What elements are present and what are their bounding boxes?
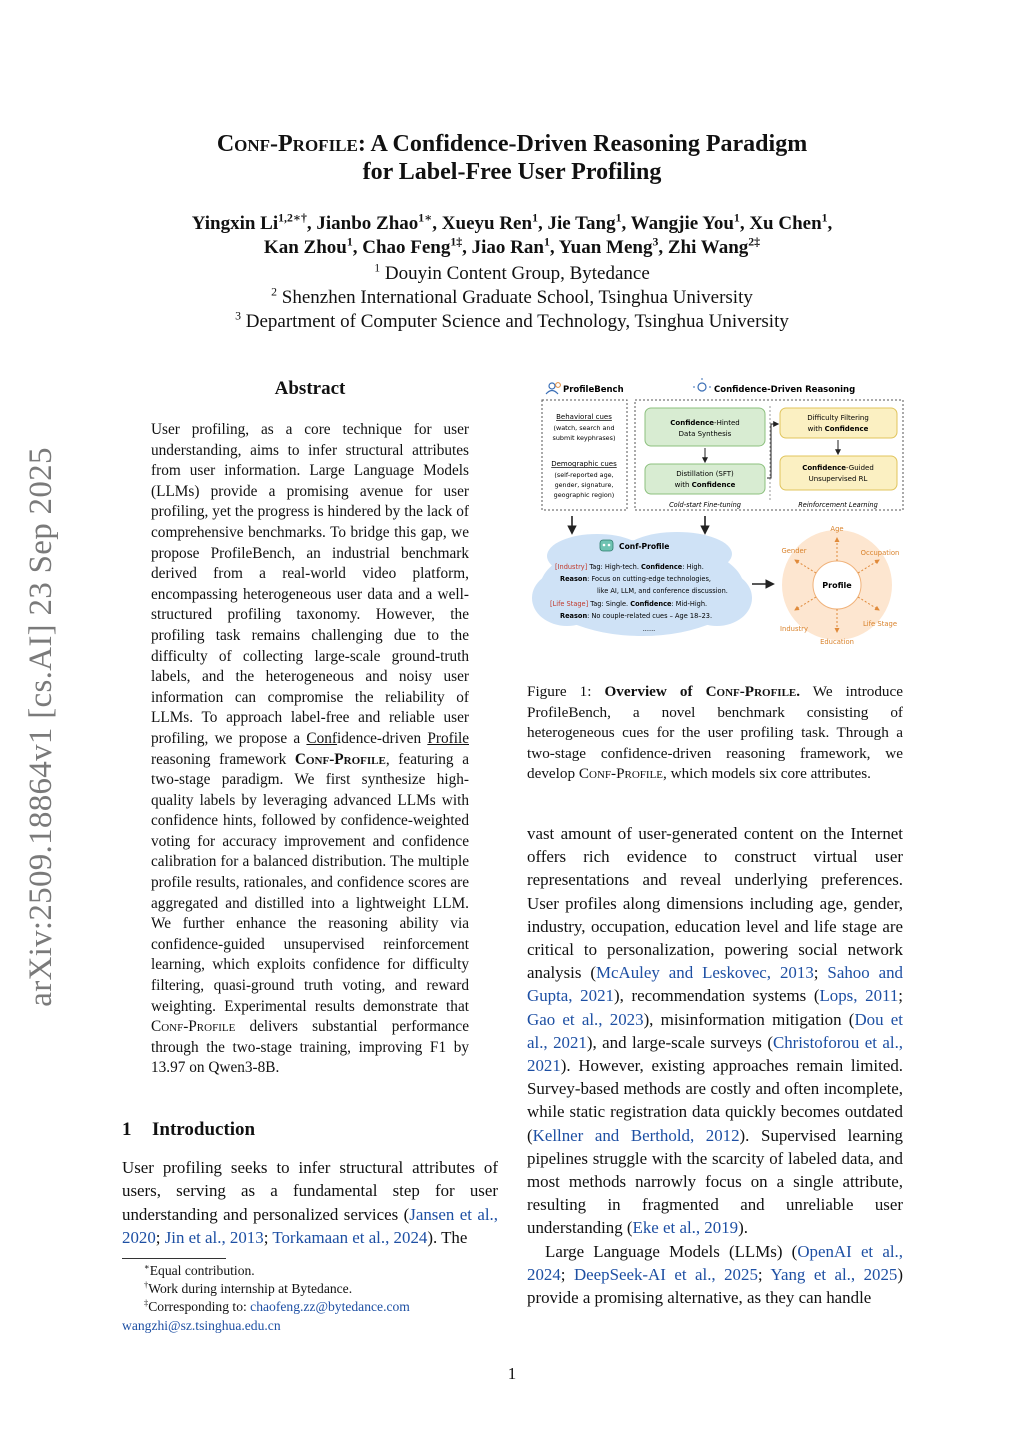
abstract-text: , featuring a two-stage paradigm. We first synthesize high-quality labels by leveraging advanced LLMs with confidence hints, followed by confidence-weighted voting for accuracy improvement and confidence calibration for a balanced distribution. The multiple profile results, rationales, and confidence scores are aggregated and distilled into a lightweight LLM. We further enhance the reasoning ability via confidence-guided unsupervised reinforcement learning, which exploits confidence for difficulty filtering, quasi-ground truth voting, and reward weighting. Experimental results demonstrate that [151, 750, 469, 1015]
affiliations [120, 262, 904, 334]
author-sep: , [827, 213, 833, 234]
citation-link[interactable]: Dou et al., 2021 [527, 1009, 903, 1052]
body-text: ), recommendation systems ( [613, 986, 820, 1006]
citation-link[interactable]: Eke et al., 2019 [632, 1218, 739, 1238]
author-affil: 1,2∗† [278, 211, 307, 225]
author-affil: 2‡ [748, 235, 761, 249]
caption-bold: Overview of [604, 683, 706, 700]
abstract-text: reasoning framework [151, 750, 295, 768]
footnote-2 [122, 1280, 502, 1298]
attribute-industry: Industry [780, 625, 808, 633]
box1-line2: Data Synthesis [678, 430, 732, 438]
author-name: Yingxin Li [191, 213, 279, 234]
author-affil: 1 [821, 211, 828, 225]
body-text: ) provide a promising alternative, as they can handle [527, 1264, 903, 1308]
box2-line2: with Confidence [674, 481, 736, 489]
affiliation-num: 2 [271, 285, 278, 299]
abstract-method-name: Conf-Profile [294, 750, 386, 768]
author-affil: 1 [733, 211, 740, 225]
footnote-text: Work during internship at Bytedance. [148, 1281, 353, 1297]
citation-link[interactable]: OpenAI et al., 2024 [527, 1241, 903, 1284]
section-heading-introduction [122, 1119, 255, 1141]
arxiv-stamp: arXiv:2509.18864v1 [cs.AI] 23 Sep 2025 [23, 447, 59, 1007]
paper-title [130, 130, 894, 186]
citation-link[interactable]: Gao et al., 2023 [527, 1009, 644, 1029]
body-text: ). [738, 1218, 748, 1238]
affiliation-num: 1 [374, 261, 381, 275]
demographic-cues-line: (self-reported age, [554, 471, 614, 479]
author-affil: 1‡ [450, 235, 463, 249]
distillation-box [645, 464, 765, 494]
citation-sep: ; [155, 1228, 165, 1248]
abstract-heading: Abstract [274, 378, 346, 399]
profilebench-title: ProfileBench [563, 385, 624, 395]
author-affil: 3 [652, 235, 659, 249]
lightbulb-icon [693, 378, 711, 391]
intro-text: ). The [427, 1228, 468, 1248]
citation-link[interactable]: Jin et al., 2013 [164, 1228, 264, 1248]
footnote-mark: ∗ [144, 1261, 150, 1272]
guided-rl-box [780, 456, 897, 490]
cloud-line: Reason: Focus on cutting-edge technologies, [560, 575, 711, 583]
cloud-line: Reason: No couple-related cues – Age 18–23. [560, 612, 713, 620]
author-name: , Chao Feng [352, 237, 451, 258]
abstract-text: delivers substantial performance through the two-stage training, improving F1 by 13.97 on Qwen3-8B. [151, 1018, 469, 1077]
profile-center-label: Profile [822, 581, 852, 590]
body-paragraph [527, 822, 903, 1240]
title-method-name: Conf-Profile [216, 131, 358, 157]
citation-link[interactable]: Kellner and Berthold, 2012 [532, 1125, 740, 1145]
cold-start-label: Cold-start Fine-tuning [669, 501, 741, 509]
author-list [120, 212, 904, 260]
affiliation-1 [120, 262, 904, 286]
body-text: ), misinformation mitigation ( [643, 1009, 855, 1029]
box3-line1: Difficulty Filtering [807, 414, 869, 422]
abstract-method-name: Conf-Profile [151, 1018, 236, 1036]
box2-line1: Distillation (SFT) [676, 470, 734, 478]
footnote-mark: † [144, 1279, 149, 1290]
figure-1-diagram [527, 378, 907, 653]
footnote-3 [122, 1298, 502, 1316]
body-text: ). Supervised learning pipelines struggle with the scarcity of labeled data, and most methods narrowly focus on a single attribute, resulting in fragmented and unreliable user understanding ( [527, 1125, 903, 1238]
citation-link[interactable]: McAuley and Leskovec, 2013 [596, 963, 814, 983]
box1-line1: Confidence-Hinted [670, 419, 740, 427]
cloud-ellipsis: ...... [642, 625, 656, 633]
abstract-underline-profile: Profile [427, 729, 469, 747]
author-name: , Jie Tang [537, 213, 616, 234]
citation-link[interactable]: Sahoo and Gupta, 2021 [527, 963, 903, 1006]
footnote-text: Corresponding to: [148, 1299, 251, 1315]
demographic-cues-line: gender, signature, [554, 481, 614, 489]
attribute-age: Age [830, 525, 844, 533]
cloud-title: Conf-Profile [619, 542, 670, 551]
caption-bold: . [796, 683, 801, 700]
affiliation-text: Shenzhen International Graduate School, Tsinghua University [277, 287, 753, 308]
author-name: , Wangjie You [621, 213, 734, 234]
page-number: 1 [507, 1364, 517, 1383]
citation-link[interactable]: Jansen et al., 2020 [122, 1204, 498, 1248]
footnotes [122, 1262, 502, 1335]
author-name: , Yuan Meng [549, 237, 653, 258]
box4-line2: Unsupervised RL [808, 475, 868, 483]
hinted-synthesis-box [645, 408, 765, 446]
author-affil: 1 [615, 211, 622, 225]
body-text: ), and large-scale surveys ( [586, 1032, 773, 1052]
section-number: 1 [122, 1119, 132, 1140]
caption-text: , which models six core attributes. [663, 765, 871, 783]
body-text: vast amount of user-generated content on the Internet offers rich evidence to construct virtual user representations and reveal underlying preferences. User profiles along dimensions including age, gender, industry, occupation, education level and life stage are critical to personalization, powering social network analysis ( [527, 824, 903, 983]
box3-line2: with Confidence [807, 425, 869, 433]
citation-sep: ; [813, 963, 828, 983]
citation-link[interactable]: Lops, 2011 [819, 986, 899, 1006]
attribute-occupation: Occupation [860, 549, 900, 557]
cloud-line: [Industry] Tag: High-tech. Confidence: High. [555, 563, 704, 571]
author-name: Kan Zhou [263, 237, 347, 258]
citation-sep: ; [263, 1228, 273, 1248]
body-text: Large Language Models (LLMs) ( [545, 1241, 798, 1261]
affiliation-2 [120, 286, 904, 310]
intro-text: User profiling seeks to infer structural attributes of users, serving as a fundamental step for user understanding and personalized services ( [122, 1158, 498, 1224]
caption-text: We introduce ProfileBench, a novel benchmark consisting of heterogeneous cues for the user profiling task. Through a two-stage confidence-driven reasoning framework, we develop [527, 683, 904, 783]
abstract-body [151, 420, 469, 1079]
body-text: ). However, existing approaches remain limited. Survey-based methods are costly and often incomplete, while static registration data quickly becomes outdated ( [527, 1056, 903, 1145]
behavioral-cues-line: (watch, search and [553, 424, 615, 432]
footnote-3-cont [122, 1317, 502, 1335]
abstract-text: User profiling, as a core technique for user understanding, aims to infer structural attributes from user information. Large Language Models (LLMs) provide a promising avenue for user profiling, yet the progress is hindered by the lack of comprehensive benchmarks. To bridge this gap, we propose ProfileBench, an industrial benchmark derived from a real-world video platform, encompassing heterogeneous user data and a well-structured profiling taxonomy. However, the profiling task remains challenging due to the difficulty of collecting large-scale ground-truth labels, and the heterogeneous and noisy user information can compromise the reliability of LLMs. To approach label-free and reliable user profiling, we propose a [151, 421, 469, 747]
author-line-2 [120, 236, 904, 260]
affiliation-text: Department of Computer Science and Technology, Tsinghua University [241, 311, 789, 332]
affiliation-3 [120, 310, 904, 334]
author-affil: 1 [543, 235, 550, 249]
cloud-line: [Life Stage] Tag: Single. Confidence: Mid-High. [550, 600, 708, 608]
difficulty-filter-box [780, 408, 897, 438]
citation-sep: ; [757, 1264, 771, 1284]
body-paragraph [527, 1240, 903, 1310]
cloud-line: like AI, LLM, and conference discussion. [597, 587, 728, 595]
citation-link[interactable]: Yang et al., 2025 [770, 1264, 898, 1284]
user-group-icon [546, 383, 560, 394]
demographic-cues-title: Demographic cues [551, 460, 617, 468]
affiliation-text: Douyin Content Group, Bytedance [380, 263, 650, 284]
citation-link[interactable]: Torkamaan et al., 2024 [272, 1228, 428, 1248]
caption-label: Figure 1: [527, 683, 605, 700]
author-affil: 1 [346, 235, 353, 249]
figure-caption [527, 682, 903, 785]
citation-sep: ; [560, 1264, 574, 1284]
email-link[interactable]: chaofeng.zz@bytedance.com [250, 1299, 410, 1315]
intro-paragraph [122, 1156, 498, 1250]
citation-sep: ; [898, 986, 903, 1006]
attribute-education: Education [820, 638, 854, 646]
author-affil: 1 [532, 211, 538, 225]
citation-link[interactable]: DeepSeek-AI et al., 2025 [573, 1264, 758, 1284]
behavioral-cues-line: submit keyphrases) [552, 434, 616, 442]
rl-label: Reinforcement Learning [798, 501, 878, 509]
behavioral-cues-title: Behavioral cues [556, 413, 612, 421]
attribute-life-stage: Life Stage [862, 620, 898, 628]
author-name: , Zhi Wang [658, 237, 749, 258]
author-name: , Jianbo Zhao [306, 213, 419, 234]
footnote-1 [122, 1262, 502, 1280]
abstract-text: idence-driven [337, 729, 428, 747]
footnote-mark: ‡ [144, 1297, 149, 1308]
cdr-title: Confidence-Driven Reasoning [714, 385, 856, 395]
attribute-gender: Gender [781, 547, 807, 555]
footnote-divider [122, 1258, 226, 1259]
demographic-cues-line: geographic region) [553, 491, 615, 499]
abstract-underline-conf: Conf [306, 729, 338, 747]
author-name: , Xu Chen [739, 213, 822, 234]
author-line-1 [120, 212, 904, 236]
section-title: Introduction [152, 1119, 256, 1140]
title-line1: : A Confidence-Driven Reasoning Paradigm [357, 131, 808, 157]
robot-icon [600, 540, 613, 551]
author-name: , Jiao Ran [462, 237, 544, 258]
box4-line1: Confidence-Guided [802, 464, 874, 472]
author-affil: 1∗ [418, 211, 433, 225]
title-line2: for Label-Free User Profiling [362, 159, 662, 185]
author-name: , Xueyu Ren [432, 213, 533, 234]
caption-method-name: Conf-Profile [705, 683, 797, 700]
right-column-body [527, 822, 903, 1309]
caption-method-name: Conf-Profile [578, 765, 664, 783]
email-link[interactable]: wangzhi@sz.tsinghua.edu.cn [122, 1317, 281, 1333]
citation-link[interactable]: Christoforou et al., 2021 [527, 1032, 904, 1076]
footnote-text: Equal contribution. [149, 1263, 255, 1278]
affiliation-num: 3 [235, 309, 241, 323]
